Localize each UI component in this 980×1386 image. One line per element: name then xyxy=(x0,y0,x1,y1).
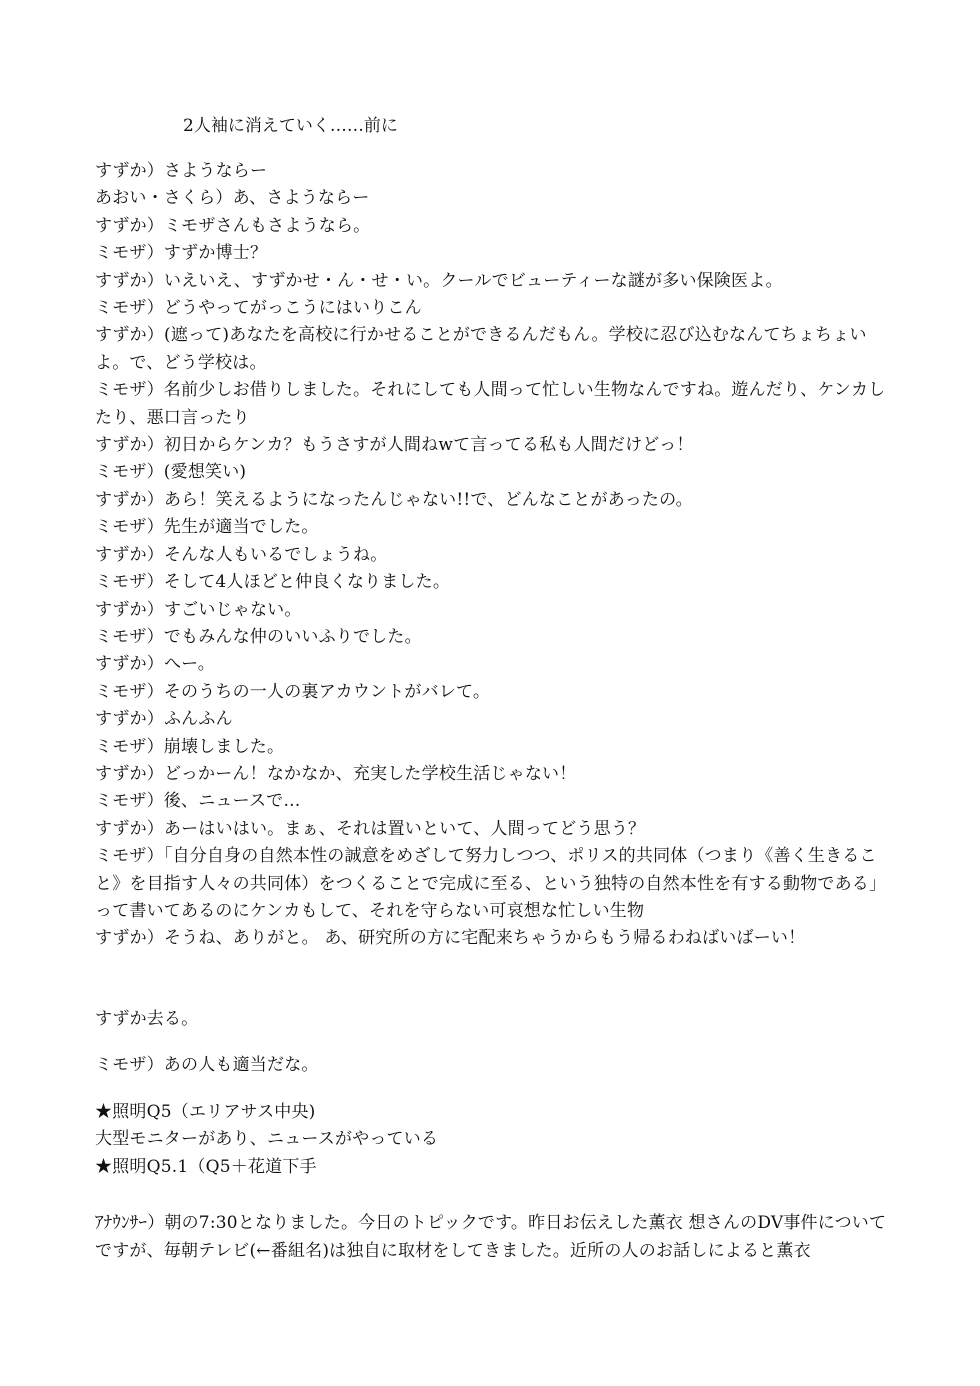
dialogue-line: ミモザ）名前少しお借りしました。それにしても人間って忙しい生物なんですね。遊んだり、ケンカしたり、悪口言ったり xyxy=(95,380,886,428)
lighting-cue: ★照明Q5（エリアサス中央) xyxy=(95,1102,316,1122)
dialogue-line: すずか）さようならー xyxy=(95,161,268,181)
dialogue-line: ミモザ）後、ニュースで… xyxy=(95,791,301,812)
dialogue-line: すずか）そんな人もいるでしょうね。 xyxy=(95,544,388,565)
dialogue-line: ミモザ）そのうちの一人の裏アカウントがバレて。 xyxy=(95,681,491,702)
dialogue-line: あおい・さくら）あ、さようならー xyxy=(95,188,370,209)
dialogue-line: すずか）すごいじゃない。 xyxy=(95,599,302,620)
dialogue-line: ミモザ）そして4人ほどと仲良くなりました。 xyxy=(95,572,451,593)
dialogue-line: すずか）(遮って)あなたを高校に行かせることができるんだもん。学校に忍び込むなんてちょちょいよ。で、どう学校は。 xyxy=(95,325,867,373)
dialogue-line: ミモザ）「自分自身の自然本性の誠意をめざして努力しつつ、ポリス的共同体（つまり《善く生きること》を目指す人々の共同体）をつくることで完成に至る、という独特の自然本性を有する動物である」って書いてあるのにケンカもして、それを守らない可哀想な忙しい生物 xyxy=(95,846,887,921)
dialogue-line: ミモザ）先生が適当でした。 xyxy=(95,517,319,538)
dialogue-line: ミモザ）どうやってがっこうにはいりこん xyxy=(95,298,422,319)
dialogue-line: すずか）そうね、ありがと。 あ、研究所の方に宅配来ちゃうからもう帰るわねばいばーい！ xyxy=(95,928,806,949)
dialogue-line: すずか）へー。 xyxy=(95,654,215,675)
dialogue-line: すずか）あーはいはい。まぁ、それは置いといて、人間ってどう思う？ xyxy=(95,818,646,839)
stage-direction-exit: すずか去る。 xyxy=(95,1009,199,1029)
lighting-cue: ★照明Q5.1（Q5＋花道下手 xyxy=(95,1156,317,1177)
dialogue-line: すずか）どっかーん！なかなか、充実した学校生活じゃない！ xyxy=(95,763,577,784)
stage-direction-heading: 2人袖に消えていく……前に xyxy=(183,116,398,136)
dialogue-line: ミモザ）(愛想笑い) xyxy=(95,462,247,483)
dialogue-line: ミモザ）すずか博士？ xyxy=(95,243,268,264)
dialogue-line: すずか）あら！笑えるようになったんじゃない!!で、どんなことがあったの。 xyxy=(95,489,693,510)
dialogue-line-mimosa: ミモザ）あの人も適当だな。 xyxy=(95,1055,319,1075)
dialogue-line: すずか）初日からケンカ？もうさすが人間ねwて言ってる私も人間だけどっ！ xyxy=(95,435,694,456)
dialogue-block xyxy=(95,158,895,953)
dialogue-line: ミモザ）でもみんな仲のいいふりでした。 xyxy=(95,626,422,647)
dialogue-line: ミモザ）崩壊しました。 xyxy=(95,736,285,757)
dialogue-line: すずか）ふんふん xyxy=(95,709,233,730)
announcer-line: ｱﾅｳﾝｻｰ）朝の7:30となりました。今日のトピックです。昨日お伝えした薫衣 想さんのDV事件についてですが、毎朝テレビ(←番組名)は独自に取材をしてきました。近所の人のお話しによると薫衣 xyxy=(95,1213,887,1261)
dialogue-line: すずか）いえいえ、すずかせ・ん・せ・い。クールでビューティーな謎が多い保険医よ。 xyxy=(95,270,783,291)
cue-block xyxy=(95,1099,895,1181)
dialogue-line: すずか）ミモザさんもさようなら。 xyxy=(95,215,371,236)
stage-note: 大型モニターがあり、ニュースがやっている xyxy=(95,1129,439,1150)
